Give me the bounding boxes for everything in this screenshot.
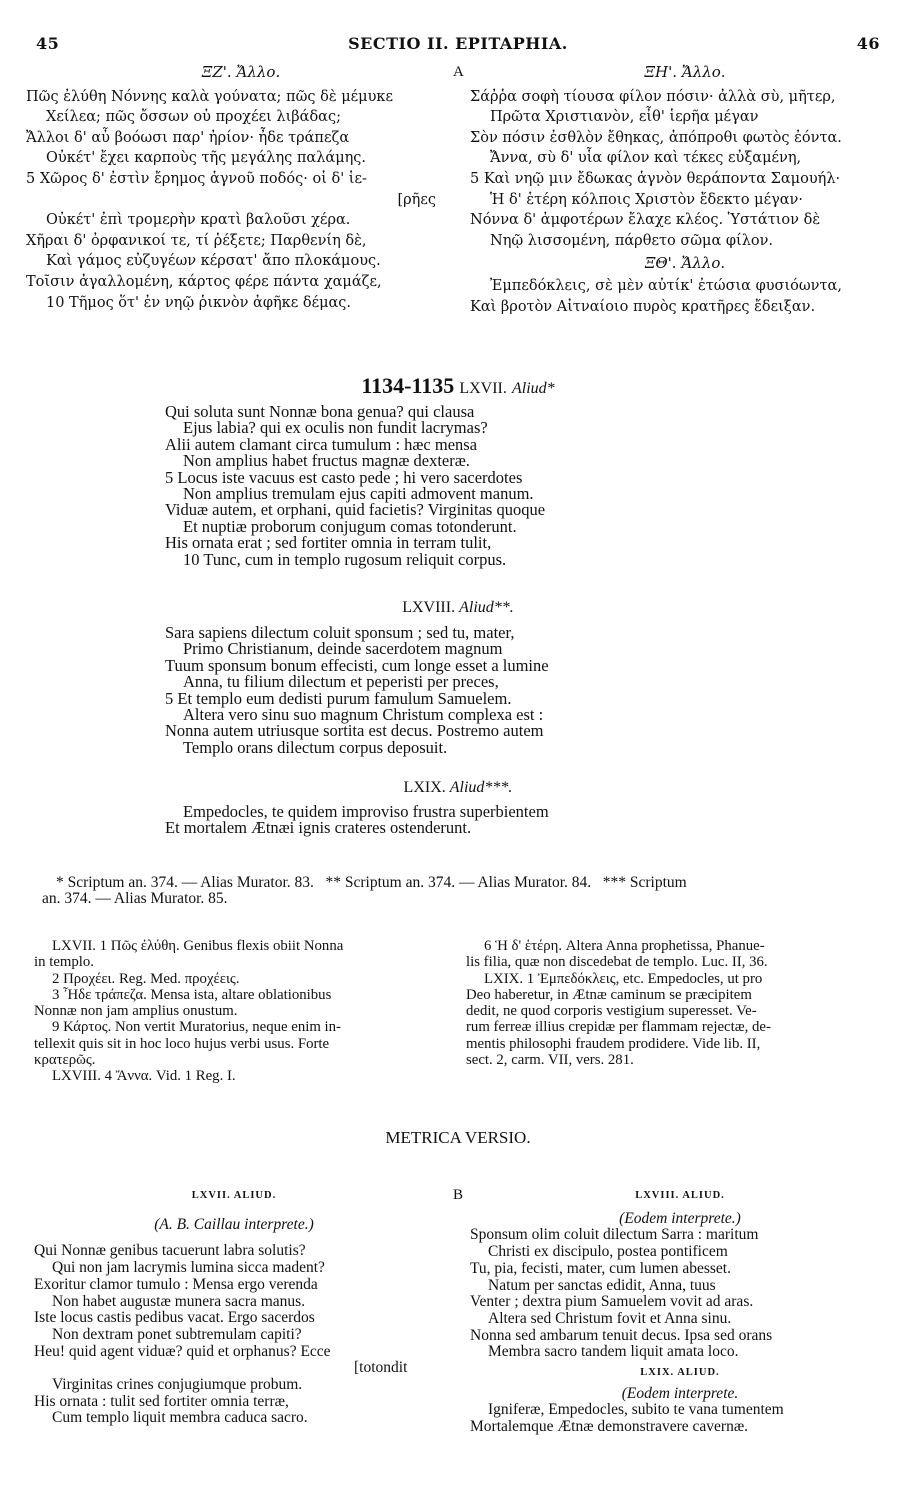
verse-line: 5 Locus iste vacuus est casto pede ; hi vero sacerdotes (165, 467, 523, 487)
metrica-left-column (34, 1188, 434, 1427)
verse-line: Sponsum olim coluit dilectum Sarra : maritum (470, 1226, 759, 1244)
note-line: tellexit quis sit in hoc loco hujus verbi usus. Forte (34, 1035, 330, 1052)
notes-left-column (34, 938, 343, 1085)
metrica-right-heading: LXVIII. ALIUD. (635, 1190, 725, 1201)
verse-line: Χείλεα; πῶς ὄσσων οὐ προχέει λιβάδας; (46, 109, 341, 126)
metrica-title: METRICA VERSIO. (385, 1128, 531, 1147)
verse-line: Non amplius habet fructus magnæ dexteræ. (183, 451, 470, 471)
verse-line: Tuum sponsum bonum effecisti, cum longe esset a lumine (165, 655, 549, 675)
latin-title-69: LXIX. (403, 779, 446, 796)
verse-line: Cum templo liquit membra caduca sacro. (52, 1409, 308, 1427)
verse-line: His ornata : tulit sed fortiter omnia terræ, (34, 1392, 289, 1410)
verse-line: His ornata erat ; sed fortiter omnia in terram tulit, (165, 533, 492, 553)
notes-right-column (466, 938, 771, 1068)
greek-right-column (470, 62, 900, 317)
footnote-line: * Scriptum an. 374. — Alias Murator. 83. ** Scriptum an. 374. — Alias Murator. 84. *** Scriptum (56, 874, 687, 891)
verse-line: Ἄννα, σὺ δ' υἷα φίλον καὶ τέκες εὐξαμένη, (490, 150, 802, 167)
verse-line: Christi ex discipulo, postea pontificem (488, 1243, 728, 1261)
column-number: 1134-1135 (361, 373, 455, 398)
verse-line: Anna, tu filium dilectum et peperisti per preces, (183, 672, 499, 692)
verse-line: 10 Τῆμος ὅτ' ἐν νηῷ ῥικνὸν ἀφῆκε δέμας. (46, 294, 352, 311)
latin-heading-67 (0, 373, 916, 399)
greek-right-title: ΞΗ'. Ἄλλο. (644, 63, 726, 81)
metrica-right-column (470, 1188, 890, 1436)
metrica-right-interpreter: (Eodem interprete.) (619, 1209, 741, 1227)
page-number-right: 46 (856, 34, 880, 53)
footnote-line: an. 374. — Alias Murator. 85. (42, 890, 228, 908)
verse-line: Οὐκέτ' ἔχει καρποὺς τῆς μεγάλης παλάμης. (46, 150, 367, 167)
note-line: 6 Ἡ δ' ἑτέρη. Altera Anna prophetissa, Phanue- (484, 938, 765, 954)
verse-line: Ejus labia? qui ex oculis non fundit lacrymas? (183, 418, 488, 438)
note-line: in templo. (34, 954, 95, 971)
verse-line: Sara sapiens dilectum coluit sponsum ; sed tu, mater, (165, 623, 515, 642)
note-line: dedit, ne quod corporis vestigium superesset. Ve- (466, 1003, 757, 1020)
verse-line: Σὸν πόσιν ἐσθλὸν ἔθηκας, ἀπόπροθι φωτὸς ἐόντα. (470, 129, 842, 146)
verse-line: Virginitas crines conjugiumque probum. (52, 1376, 303, 1394)
verse-line: Non dextram ponet subtremulam capiti? (52, 1325, 302, 1343)
note-line: mentis philosophi fraudem prodidere. Vide lib. II, (466, 1035, 761, 1052)
metrica-left-interpreter: (A. B. Caillau interprete.) (154, 1215, 314, 1233)
latin-title-68-sub: Aliud**. (459, 599, 514, 616)
verse-line: 5 Χῶρος δ' ἐστὶν ἔρημος ἁγνοῦ ποδός· οἱ δ' ἱε- (26, 170, 367, 187)
greek-right-title-2: ΞΘ'. Ἄλλο. (644, 254, 726, 273)
verse-line: Tu, pia, fecisti, mater, cum lumen abesset. (470, 1259, 731, 1277)
verse-line: Nonna sed ambarum tenuit decus. Ipsa sed orans (470, 1326, 773, 1344)
verse-line: Heu! quid agent viduæ? quid et orphanus? Ecce (34, 1342, 331, 1360)
verse-line: Qui Nonnæ genibus tacuerunt labra solutis? (34, 1242, 306, 1260)
column-marker-a: A (453, 64, 464, 80)
verse-line: Καὶ γάμος εὐζυγέων κέρσατ' ἄπο πλοκάμους. (46, 253, 381, 270)
verse-line: 10 Tunc, cum in templo rugosum reliquit corpus. (183, 549, 507, 569)
metrica-left-heading: LXVII. ALIUD. (191, 1190, 277, 1201)
verse-line: Mortalemque Ætnæ demonstravere cavernæ. (470, 1418, 749, 1436)
note-line: Deo haberetur, in Ætnæ caminum se præcipitem (466, 986, 752, 1003)
latin-heading-68 (0, 599, 916, 617)
verse-line: Venter ; dextra pium Samuelem vovit ad aras. (470, 1293, 754, 1311)
verse-line: Πρῶτα Χριστιανὸν, εἶθ' ἱερῆα μέγαν (490, 109, 759, 126)
verse-line: Non amplius tremulam ejus capiti admovent manum. (183, 484, 534, 504)
latin-heading-69 (0, 779, 916, 797)
latin-poem-67 (165, 404, 545, 568)
verse-line: Qui non jam lacrymis lumina sicca madent? (52, 1259, 325, 1277)
note-line: sect. 2, carm. VII, vers. 281. (466, 1052, 634, 1069)
verse-line: Καὶ βροτὸν Αἰτναίοιο πυρὸς κρατῆρες ἔδειξαν. (470, 298, 816, 315)
verse-line: Ἐμπεδόκλεις, σὲ μὲν αὐτίκ' ἐτώσια φυσιόωντα, (490, 277, 842, 294)
verse-line: Templo orans dilectum corpus deposuit. (183, 737, 448, 757)
latin-title-68: LXVIII. (402, 599, 456, 616)
greek-left-title: ΞΖ'. Ἄλλο. (201, 63, 281, 81)
verse-line-continuation: [ρῆες (397, 191, 436, 208)
verse-line: Empedocles, te quidem improviso frustra superbientem (183, 802, 549, 821)
verse-line: Nonna autem utriusque sortita est decus. Postremo autem (165, 721, 544, 741)
verse-line: Alii autem clamant circa tumulum : hæc mensa (165, 434, 478, 454)
verse-line: Τοῖσιν ἀγαλλομένη, κάρτος φέρε πάντα χαμάζε, (26, 273, 382, 290)
verse-line: Altera vero sinu suo magnum Christum complexa est : (183, 705, 544, 725)
verse-line: Et nuptiæ proborum conjugum comas totonderunt. (183, 516, 517, 536)
metrica-right-heading-2: LXIX. ALIUD. (640, 1367, 720, 1379)
note-line: LXVIII. 4 Ἄννα. Vid. 1 Reg. I. (52, 1068, 236, 1085)
verse-line: Iste locus castis pedibus vacat. Ergo sacerdos (34, 1309, 315, 1327)
greek-left-column (26, 62, 456, 313)
verse-line: Et mortalem Ætnæi ignis crateres ostenderunt. (165, 818, 472, 838)
verse-line: Non habet augustæ munera sacra manus. (52, 1292, 306, 1310)
verse-line: Οὐκέτ' ἐπὶ τρομερὴν κρατὶ βαλοῦσι χέρα. (46, 212, 351, 229)
verse-line: Altera sed Christum fovit et Anna sinu. (488, 1309, 732, 1327)
column-marker-b: B (453, 1187, 464, 1203)
verse-line: Χῆραι δ' ὀρφανικοί τε, τί ῥέξετε; Παρθενίη δὲ, (26, 232, 367, 249)
note-line: κρατερῶς. (34, 1052, 96, 1069)
note-line: 3 Ἦδε τράπεζα. Mensa ista, altare oblationibus (52, 986, 332, 1003)
note-line: Nonnæ non jam amplius onustum. (34, 1003, 238, 1020)
verse-line-continuation: [totondit (354, 1359, 408, 1377)
verse-line: Νόννα δ' ἀμφοτέρων ἔλαχε κλέος. Ὑστάτιον δὲ (470, 212, 821, 229)
verse-line: Membra sacro tandem liquit amata loco. (488, 1343, 739, 1361)
note-line: 9 Κάρτος. Non vertit Muratorius, neque enim in- (52, 1019, 341, 1036)
verse-line: Primo Christianum, deinde sacerdotem magnum (183, 639, 503, 659)
metrica-right-interpreter-2: (Eodem interprete. (621, 1384, 739, 1402)
page-number-left: 45 (36, 34, 60, 53)
latin-poem-68 (165, 625, 549, 756)
latin-title-69-sub: Aliud***. (449, 779, 513, 796)
verse-line: Igniferæ, Empedocles, subito te vana tumentem (488, 1401, 784, 1419)
verse-line: 5 Καὶ νηῷ μιν ἔδωκας ἁγνὸν θεράποντα Σαμουήλ· (470, 170, 841, 187)
verse-line: Πῶς ἐλύθη Νόννης καλὰ γούνατα; πῶς δὲ μέμυκε (26, 88, 393, 105)
note-line: lis filia, quæ non discedebat de templo. Luc. II, 36. (466, 954, 768, 971)
note-line: LXVII. 1 Πῶς ἐλύθη. Genibus flexis obiit Nonna (52, 938, 344, 954)
note-line: LXIX. 1 Ἐμπεδόκλεις, etc. Empedocles, ut pro (484, 970, 763, 987)
verse-line: Viduæ autem, et orphani, quid facietis? Virginitas quoque (165, 500, 546, 520)
latin-title-67: LXVII. (459, 380, 507, 397)
verse-line: Νηῷ λισσομένη, πάρθετο σῶμα φίλον. (490, 232, 774, 249)
verse-line: Exoritur clamor tumulo : Mensa ergo verenda (34, 1275, 318, 1293)
note-line: rum ferreæ illius crepidæ per flammam rejectæ, de- (466, 1019, 771, 1036)
verse-line: Ἡ δ' ἑτέρη κόλποις Χριστὸν ἔδεκτο μέγαν· (490, 191, 803, 208)
running-title: SECTIO II. EPITAPHIA. (348, 34, 568, 53)
verse-line: Ἄλλοι δ' αὖ βοόωσι παρ' ἠρίον· ἦδε τράπεζα (26, 129, 350, 146)
verse-line: Σάῤῥα σοφὴ τίουσα φίλον πόσιν· ἀλλὰ σὺ, μῆτερ, (470, 88, 836, 105)
note-line: 2 Προχέει. Reg. Med. προχέεις. (52, 970, 240, 987)
verse-line: Qui soluta sunt Nonnæ bona genua? qui clausa (165, 402, 475, 421)
footnote (42, 874, 687, 908)
verse-line: Natum per sanctas edidit, Anna, tuus (488, 1276, 716, 1294)
verse-line: 5 Et templo eum dedisti purum famulum Samuelem. (165, 688, 512, 708)
latin-poem-69 (165, 804, 549, 837)
latin-title-67-sub: Aliud* (511, 380, 555, 397)
